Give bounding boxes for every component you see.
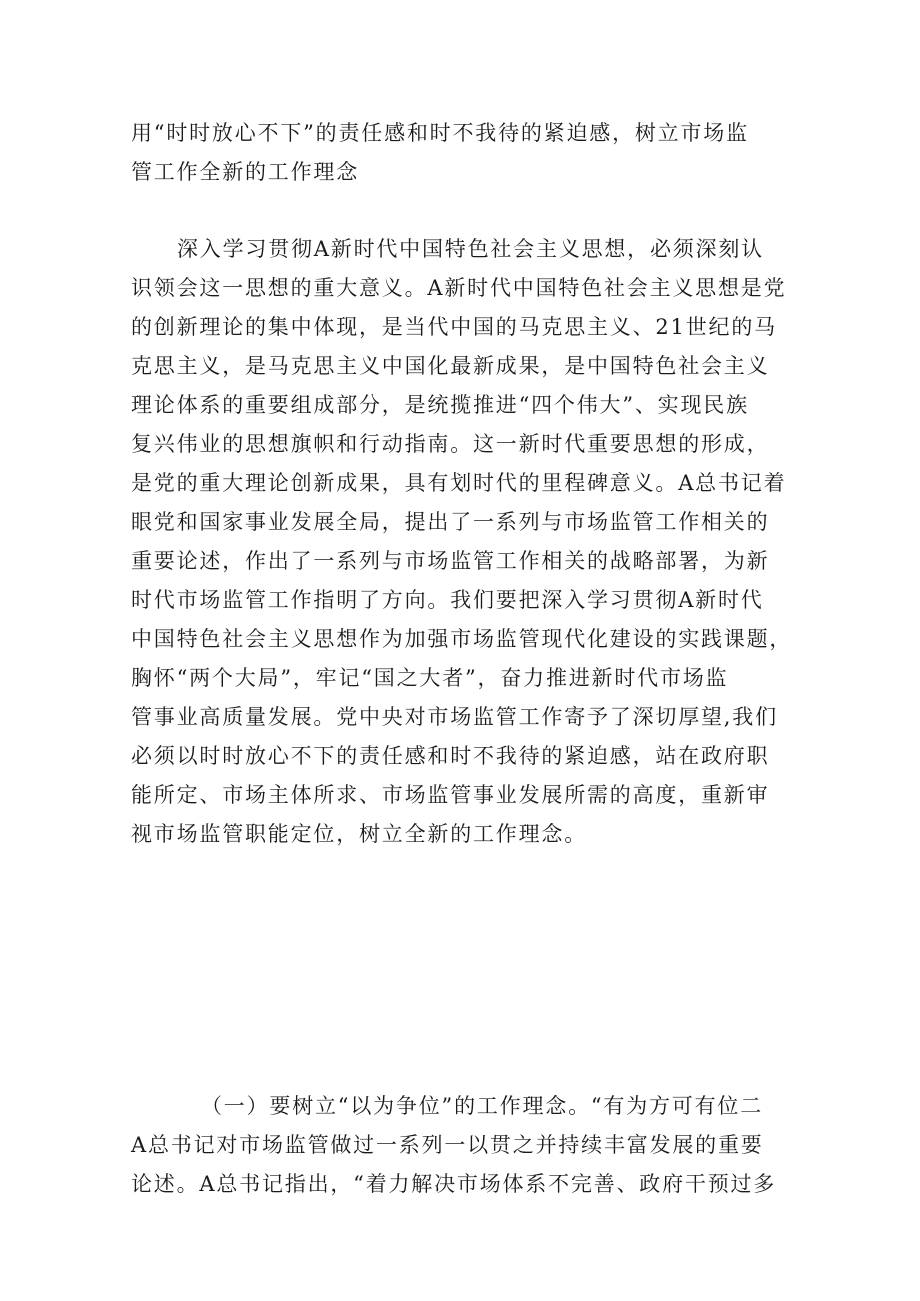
paragraph-line: 能所定、市场主体所求、市场监管事业发展所需的高度，重新审 — [131, 783, 770, 807]
body-paragraph-1 — [131, 230, 793, 854]
paragraph-line: 必须以时时放心不下的责任感和时不我待的紧迫感，站在政府职 — [131, 744, 770, 768]
paragraph-line: A总书记对市场监管做过一系列一以贯之并持续丰富发展的重要 — [131, 1133, 764, 1157]
paragraph-line: 复兴伟业的思想旗帜和行动指南。这一新时代重要思想的形成， — [131, 432, 770, 456]
body-paragraph-2 — [131, 1087, 793, 1204]
paragraph-line: 视市场监管职能定位，树立全新的工作理念。 — [131, 822, 587, 846]
paragraph-line: 中国特色社会主义思想作为加强市场监管现代化建设的实践课题， — [131, 627, 793, 651]
heading-line: 管工作全新的工作理念 — [131, 160, 359, 184]
paragraph-line: 时代市场监管工作指明了方向。我们要把深入学习贯彻A新时代 — [131, 588, 764, 612]
paragraph-line: 管事业高质量发展。党中央对市场监管工作寄予了深切厚望,我们 — [131, 705, 778, 729]
heading-line: 用“时时放心不下”的责任感和时不我待的紧迫感，树立市场监 — [131, 121, 749, 145]
paragraph-line: 论述。A总书记指出，“着力解决市场体系不完善、政府干预过多 — [131, 1172, 777, 1196]
paragraph-line: 是党的重大理论创新成果，具有划时代的里程碑意义。A总书记着 — [131, 471, 787, 495]
paragraph-line: 深入学习贯彻A新时代中国特色社会主义思想，必须深刻认 — [177, 237, 764, 261]
paragraph-line: 克思主义，是马克思主义中国化最新成果，是中国特色社会主义 — [131, 354, 770, 378]
paragraph-line: 的创新理论的集中体现，是当代中国的马克思主义、21世纪的马 — [131, 315, 777, 339]
paragraph-line: 识领会这一思想的重大意义。A新时代中国特色社会主义思想是党 — [131, 276, 787, 300]
paragraph-line: 眼党和国家事业发展全局，提出了一系列与市场监管工作相关的 — [131, 510, 770, 534]
paragraph-line: 重要论述，作出了一系列与市场监管工作相关的战略部署，为新 — [131, 549, 770, 573]
paragraph-line: 胸怀“两个大局”，牢记“国之大者”，奋力推进新时代市场监 — [131, 666, 729, 690]
paragraph-line: 理论体系的重要组成部分，是统揽推进“四个伟大”、实现民族 — [131, 393, 749, 417]
section-heading — [131, 114, 793, 192]
paragraph-line: （一）要树立“以为争位”的工作理念。“有为方可有位二 — [201, 1094, 764, 1118]
